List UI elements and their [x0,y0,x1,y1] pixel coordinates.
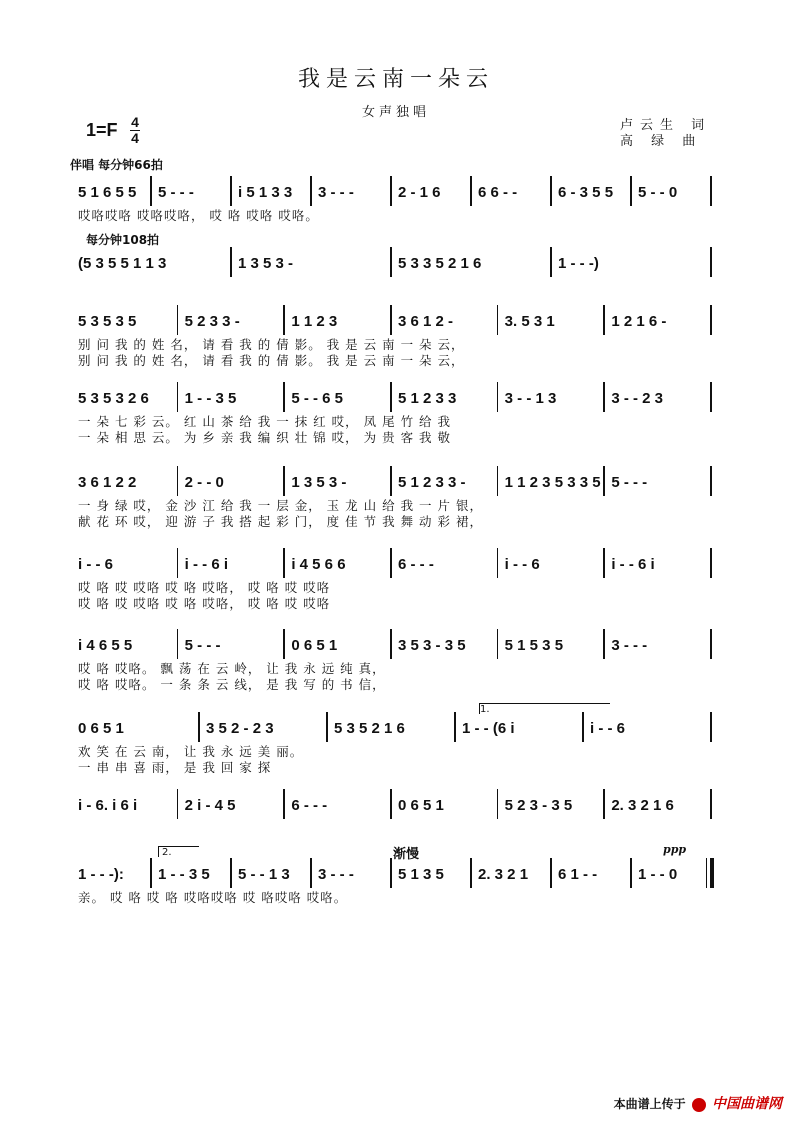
barline [390,382,392,412]
score-system [70,184,720,240]
barline [198,712,200,742]
measure: 1 1 2 3 [291,313,338,330]
notes-row [70,474,710,496]
measure: i 4 6 5 5 [78,637,133,654]
notes-row [70,390,710,412]
measure: 2. 3 2 1 6 [611,797,674,814]
lyric-line-1: 一 身 绿 哎， 金 沙 江 给 我 一 层 金， 玉 龙 山 给 我 一 片 银， [78,498,483,513]
score-system [70,313,720,369]
measure: 1 1 2 3 5 3 3 5 [504,474,601,491]
barline [326,712,328,742]
barline [710,382,712,412]
measure: 2. 3 2 1 [478,866,529,883]
dynamic-marking: ppp [663,843,687,856]
barline [283,789,285,819]
lyric-line-2: 别 问 我 的 姓 名， 请 看 我 的 倩 影。 我 是 云 南 一 朵 云， [78,353,465,368]
measure: 2 - - 0 [184,474,224,491]
measure: 5 1 3 5 [398,866,444,883]
barline [630,176,632,206]
measure: i - - 6 [504,556,540,573]
barline [390,176,392,206]
barline [177,466,179,496]
measure: 5 3 5 2 1 6 [334,720,405,737]
measure: i - 6. i 6 i [78,797,138,814]
barline [603,466,605,496]
score-system [70,720,720,776]
measure: 6 - - - [291,797,328,814]
score-system [70,390,720,446]
volta-1: 1. [480,704,490,715]
measure: 3 5 3 - 3 5 [398,637,466,654]
barline [710,548,712,578]
measure: 0 6 5 1 [78,720,124,737]
measure: 5 - - 6 5 [291,390,344,407]
barline [497,305,499,335]
barline [177,382,179,412]
barline [710,247,712,277]
site-logo-icon [692,1098,706,1112]
notes-row [70,637,710,659]
measure: 1 - - -) [558,255,599,272]
footer [614,1093,782,1113]
measure: 3. 5 3 1 [504,313,555,330]
barline [310,858,312,888]
lyric-line-1: 哎咯哎咯 哎咯哎咯， 哎 咯 哎咯 哎咯。 [78,208,319,223]
barline [497,548,499,578]
measure: 3 - - 1 3 [504,390,557,407]
score-system [70,255,720,311]
measure: 1 3 5 3 - [238,255,294,272]
barline [230,858,232,888]
composer-credit: 高 绿 曲 [620,134,703,149]
barline [497,629,499,659]
notes-row [70,556,710,578]
barline [390,466,392,496]
measure: i - - 6 [590,720,626,737]
volta-2-bracket [158,846,199,857]
tempo-marking-2: 每分钟108拍 [86,233,160,247]
ritardando-marking: 渐慢 [393,847,420,862]
lyric-line-2: 哎 咯 哎咯。 一 条 条 云 线， 是 我 写 的 书 信， [78,677,386,692]
barline [390,247,392,277]
lyric-line-2: 一 朵 相 思 云。 为 乡 亲 我 编 织 壮 锦 哎， 为 贵 客 我 敬 [78,430,452,445]
score-system [70,556,720,612]
measure: 5 - - 0 [638,184,678,201]
measure: 5 3 5 3 5 [78,313,137,330]
lyric-line-1: 一 朵 七 彩 云。 红 山 茶 给 我 一 抹 红 哎， 凤 尾 竹 给 我 [78,414,452,429]
barline [390,548,392,578]
lyric-line-1: 别 问 我 的 姓 名， 请 看 我 的 倩 影。 我 是 云 南 一 朵 云， [78,337,465,352]
notes-row [70,797,710,819]
barline [710,176,712,206]
tempo-marking-1: 伴唱 每分钟66拍 [70,158,163,172]
measure: i - - 6 i [611,556,655,573]
measure: 5 1 2 3 3 - [398,474,466,491]
barline [390,789,392,819]
notes-row [70,313,710,335]
measure: 1 - - 3 5 [184,390,237,407]
site-name[interactable]: 中国曲谱网 [712,1096,782,1112]
measure: 5 3 5 3 2 6 [78,390,149,407]
meter-top: 4 [131,114,139,130]
measure: 2 i - 4 5 [184,797,236,814]
measure: 3 - - - [611,637,648,654]
barline [603,305,605,335]
barline [710,629,712,659]
measure: i - - 6 [78,556,114,573]
meter-bottom: 4 [131,130,139,146]
barline [603,789,605,819]
song-title: 我是云南一朵云 [297,67,494,92]
measure: 5 2 3 - 3 5 [504,797,573,814]
barline [177,305,179,335]
barline [470,858,472,888]
barline [470,176,472,206]
barline [177,548,179,578]
barline [550,176,552,206]
barline [230,247,232,277]
barline [390,629,392,659]
barline [710,712,712,742]
barline [230,176,232,206]
measure: 1 - - 3 5 [158,866,210,883]
measure: 1 2 1 6 - [611,313,667,330]
barline [150,858,152,888]
measure: (5 3 5 5 1 1 3 [78,255,167,272]
measure: 2 - 1 6 [398,184,441,201]
lyric-line-2: 献 花 环 哎， 迎 游 子 我 搭 起 彩 门， 度 佳 节 我 舞 动 彩 裙， [78,514,483,529]
barline [310,176,312,206]
barline [390,858,392,888]
measure: 5 - - - [184,637,221,654]
upload-text: 本曲谱上传于 [613,1097,686,1111]
key-signature: 1=F [86,120,118,140]
score-system [70,474,720,530]
barline [497,382,499,412]
barline [177,629,179,659]
measure: 5 - - - [158,184,194,201]
barline [177,789,179,819]
barline [582,712,584,742]
measure: 3 - - 2 3 [611,390,664,407]
measure: 0 6 5 1 [291,637,338,654]
measure: 5 3 3 5 2 1 6 [398,255,482,272]
barline [710,305,712,335]
measure: 0 6 5 1 [398,797,444,814]
measure: 6 - - - [398,556,434,573]
lyric-line-1: 哎 咯 哎 哎咯 哎 咯 哎咯， 哎 咯 哎 哎咯 [78,580,331,595]
barline [550,247,552,277]
barline [283,305,285,335]
barline [283,629,285,659]
measure: 5 1 6 5 5 [78,184,137,201]
measure: 6 - 3 5 5 [558,184,614,201]
lyric-line-2: 哎 咯 哎 哎咯 哎 咯 哎咯， 哎 咯 哎 哎咯 [78,596,331,611]
barline [150,176,152,206]
measure: 3 6 1 2 - [398,313,454,330]
measure: 5 1 5 3 5 [504,637,564,654]
volta-2: 2. [162,847,172,858]
lyric-line-1: 哎 咯 哎咯。 飘 荡 在 云 岭， 让 我 永 远 纯 真， [78,661,386,676]
volta-1-bracket [479,703,610,714]
barline [283,466,285,496]
barline [630,858,632,888]
notes-row [70,866,710,888]
lyricist-credit: 卢云生 词 [620,118,712,133]
lyric-line-1: 亲。 哎 咯 哎 咯 哎咯哎咯 哎 咯哎咯 哎咯。 [78,890,348,905]
time-signature [130,116,140,145]
measure: 3 6 1 2 2 [78,474,137,491]
measure: 1 - - (6 i [462,720,515,737]
measure: 5 - - 1 3 [238,866,290,883]
score-system [70,637,720,693]
barline [603,382,605,412]
barline [550,858,552,888]
barline [283,382,285,412]
measure: 6 1 - - [558,866,598,883]
notes-row [70,184,710,206]
measure: 5 2 3 3 - [184,313,240,330]
song-subtitle: 女声独唱 [361,105,430,120]
barline [710,466,712,496]
measure: 1 - - 0 [638,866,678,883]
measure: i - - 6 i [184,556,228,573]
measure: 5 - - - [611,474,648,491]
measure: 3 - - - [318,866,354,883]
measure: 5 1 2 3 3 [398,390,457,407]
notes-row [70,720,710,742]
measure: 6 6 - - [478,184,518,201]
barline [390,305,392,335]
barline [710,789,712,819]
lyric-line-2: 一 串 串 喜 雨， 是 我 回 家 探 [78,760,272,775]
measure: 3 - - - [318,184,354,201]
barline [497,789,499,819]
measure: i 5 1 3 3 [238,184,293,201]
lyric-line-1: 欢 笑 在 云 南， 让 我 永 远 美 丽。 [78,744,304,759]
barline [497,466,499,496]
barline [283,548,285,578]
score-system [70,866,720,922]
measure: 1 - - -): [78,866,124,883]
measure: 1 3 5 3 - [291,474,347,491]
measure: i 4 5 6 6 [291,556,346,573]
measure: 3 5 2 - 2 3 [206,720,274,737]
barline [603,548,605,578]
notes-row [70,255,710,277]
final-barline [706,858,714,888]
barline [454,712,456,742]
barline [603,629,605,659]
